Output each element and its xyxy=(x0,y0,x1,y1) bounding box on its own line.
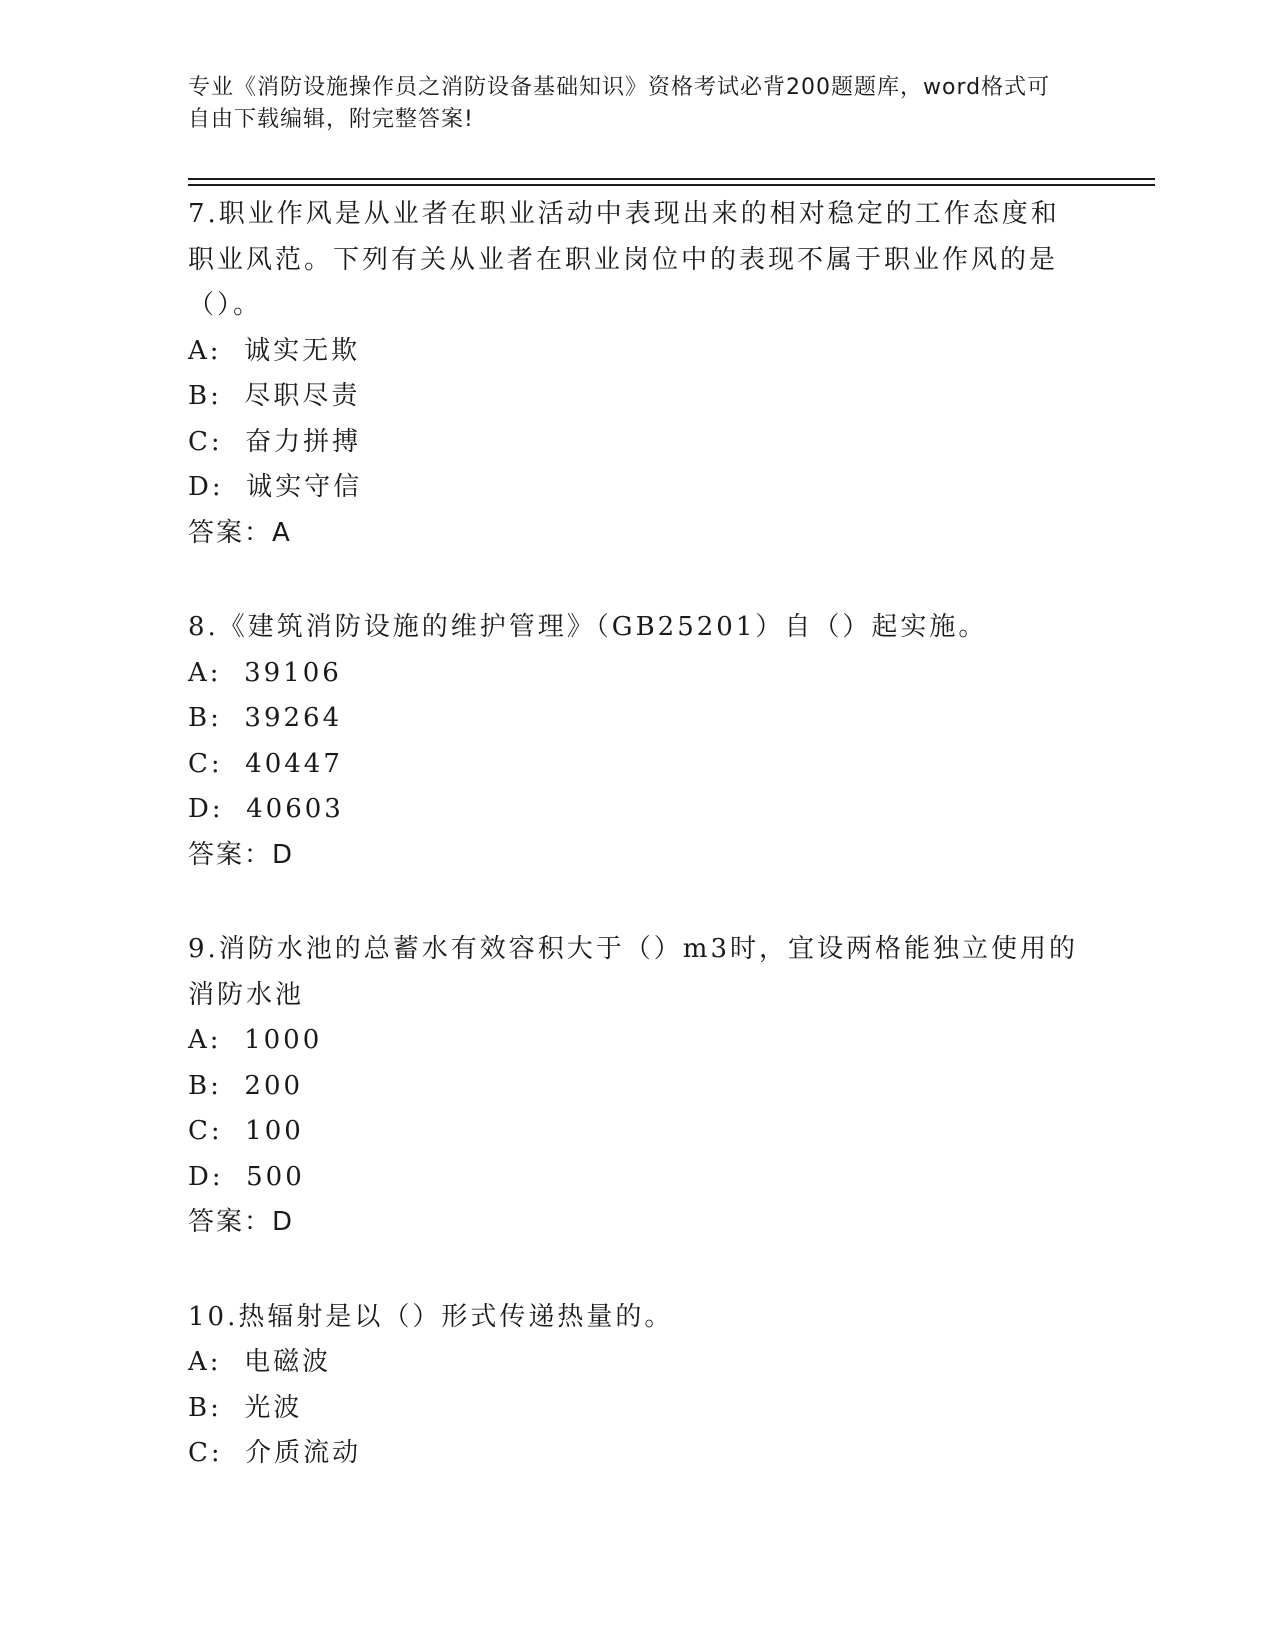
question-10 xyxy=(188,1295,1088,1477)
option-a: A: 诚实无欺 xyxy=(188,335,361,366)
question-text: 7.职业作风是从业者在职业活动中表现出来的相对稳定的工作态度和职业风范。下列有关从业者在职业岗位中的表现不属于职业作风的是（）。 xyxy=(188,199,1060,320)
option-a: A: 电磁波 xyxy=(188,1347,332,1377)
answer: 答案：D xyxy=(188,1207,295,1237)
option-d: D: 40603 xyxy=(188,794,344,824)
question-list xyxy=(188,188,1088,1477)
question-text: 10.热辐射是以（）形式传递热量的。 xyxy=(188,1301,674,1332)
option-c: C: 介质流动 xyxy=(188,1438,362,1468)
option-b: B: 尽职尽责 xyxy=(188,381,361,411)
header-divider-top xyxy=(188,178,1155,180)
answer: 答案：D xyxy=(188,839,295,870)
option-b: B: 200 xyxy=(188,1070,304,1101)
question-text: 8.《建筑消防设施的维护管理》（GB25201）自（）起实施。 xyxy=(188,612,988,642)
answer: 答案：A xyxy=(188,517,292,548)
question-9 xyxy=(188,927,1088,1246)
option-b: B: 光波 xyxy=(188,1392,303,1423)
question-7 xyxy=(188,192,1088,556)
question-spacer xyxy=(188,878,1088,923)
option-c: C: 奋力拼搏 xyxy=(188,426,362,457)
question-spacer xyxy=(188,1246,1088,1291)
document-header: 专业《消防设施操作员之消防设备基础知识》资格考试必背200题题库，word格式可自由下载编辑，附完整答案! xyxy=(188,75,1051,132)
option-a: A: 1000 xyxy=(188,1025,323,1055)
option-d: D: 500 xyxy=(188,1161,305,1192)
option-d: D: 诚实守信 xyxy=(188,472,363,502)
option-a: A: 39106 xyxy=(188,657,342,688)
option-b: B: 39264 xyxy=(188,703,343,733)
option-c: C: 40447 xyxy=(188,748,343,779)
question-8 xyxy=(188,605,1088,878)
question-text: 9.消防水池的总蓄水有效容积大于（）m3时，宜设两格能独立使用的消防水池 xyxy=(188,934,1079,1010)
header-divider-bottom xyxy=(188,184,1155,186)
option-c: C: 100 xyxy=(188,1116,304,1146)
question-spacer xyxy=(188,556,1088,601)
